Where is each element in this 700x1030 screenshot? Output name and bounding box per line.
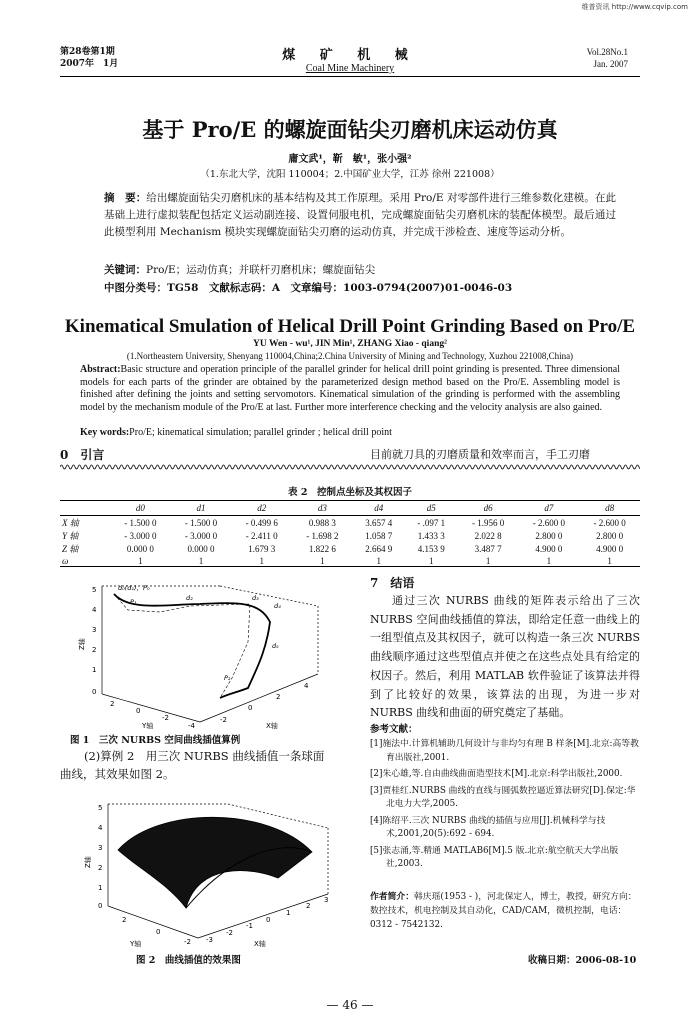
authors-en: YU Wen - wu¹, JIN Min¹, ZHANG Xiao - qiang² bbox=[253, 339, 447, 349]
table-cell: 1 bbox=[353, 555, 405, 567]
classification-line: 中图分类号：TG58 文献标志码：A 文章编号：1003-0794(2007)01-0046-03 bbox=[104, 282, 513, 294]
figure2-z-tick: 3 bbox=[98, 844, 103, 852]
intro-heading: 0 引言 bbox=[60, 448, 105, 462]
table-row bbox=[60, 542, 640, 555]
figure1-z-label: Z轴 bbox=[78, 638, 86, 650]
header-date-en: Jan. 2007 bbox=[593, 59, 628, 69]
affiliation-cn: （1.东北大学，沈阳 110004；2.中国矿业大学，江苏 徐州 221008） bbox=[200, 169, 500, 180]
table-header-cell: d2 bbox=[231, 501, 292, 516]
figure1-y-tick: 2 bbox=[110, 700, 115, 708]
figure2-z-label: Z轴 bbox=[84, 856, 92, 868]
figure2-spherical-surface bbox=[118, 817, 312, 908]
figure1-y-axis bbox=[102, 694, 200, 722]
control-point-table bbox=[60, 500, 640, 567]
figure2-z-tick: 0 bbox=[98, 902, 103, 910]
table-cell: 1.433 3 bbox=[417, 530, 445, 541]
table-row-label: ω bbox=[60, 555, 110, 567]
affiliation-en: (1.Northeastern University, Shenyang 110004,China;2.China University of Mining and Technology, Xuzhou 221008,China) bbox=[126, 351, 574, 361]
table-cell: 1 bbox=[519, 555, 580, 567]
table-cell: 0.000 0 bbox=[126, 543, 154, 554]
table-cell: - 1.956 0 bbox=[472, 517, 505, 528]
intro-text: 目前就刀具的刃磨质量和效率而言，手工刃磨 bbox=[370, 448, 590, 461]
table-cell: 1 bbox=[405, 555, 458, 567]
table-cell: 1.679 3 bbox=[248, 543, 276, 554]
keywords-cn-label: 关键词： bbox=[104, 264, 146, 276]
references-list bbox=[370, 738, 642, 875]
keywords-en-label: Key words: bbox=[80, 427, 130, 438]
table-header-cell: d0 bbox=[110, 501, 171, 516]
figure1-x-tick: 2 bbox=[276, 693, 281, 701]
figure1-y-tick: -2 bbox=[162, 714, 169, 722]
figure2-z-tick: 1 bbox=[98, 884, 103, 892]
abstract-en-text: Basic structure and operation principle of the parallel grinder for helical drill point grinding is presented. Three dimensional models for each parts of the grinder are obtained by the parameterized design method based on the Pro/E. Assembling model is finished after defining the joints and setting servomotors. Kinematical simulation of the grinding is performed with the assembling model by the mechanism module of the Pro/E at last. Further more interference checking and the velocity analysis are also gained. bbox=[80, 364, 620, 413]
table-cell: 2.800 0 bbox=[596, 530, 624, 541]
table-cell: 4.900 0 bbox=[596, 543, 624, 554]
figure1-point-label: P₁ bbox=[130, 598, 137, 606]
text-example2-line1: (2)算例 2 用三次 NURBS 曲线插值一条球面 bbox=[84, 749, 325, 763]
table-cell: - 2.411 0 bbox=[245, 530, 278, 541]
wavy-divider bbox=[60, 463, 640, 471]
reference-item: [3]贾桂红.NURBS 曲线的直线与圆弧数控逼近算法研究[D].保定:华北电力大学,2005. bbox=[370, 785, 636, 809]
author-bio bbox=[370, 890, 642, 932]
abstract-cn bbox=[104, 190, 616, 241]
figure1-caption: 图 1 三次 NURBS 空间曲线插值算例 bbox=[70, 735, 241, 746]
table-header-cell: d3 bbox=[292, 501, 353, 516]
table-caption: 表 2 控制点坐标及其权因子 bbox=[288, 487, 412, 498]
table-cell: 2.664 9 bbox=[365, 543, 393, 554]
keywords-cn-text: Pro/E；运动仿真；并联杆刃磨机床；螺旋面钻尖 bbox=[146, 264, 376, 276]
table-cell: 0.000 0 bbox=[187, 543, 215, 554]
table-row-label: X 轴 bbox=[62, 518, 79, 528]
header-vol-cn: 第28卷第1期 bbox=[60, 47, 115, 57]
table-header-cell: d4 bbox=[353, 501, 405, 516]
table-header-cell: d8 bbox=[579, 501, 640, 516]
table-cell: 1.058 7 bbox=[365, 530, 393, 541]
watermark: 维普资讯 http://www.cqvip.com bbox=[581, 3, 688, 11]
figure2-y-label: Y轴 bbox=[130, 940, 142, 948]
figure2-y-tick: 0 bbox=[156, 928, 161, 936]
figure1-point-label: P₂ bbox=[224, 674, 231, 682]
table-header-cell: d1 bbox=[171, 501, 232, 516]
figure2-caption: 图 2 曲线插值的效果图 bbox=[136, 955, 241, 966]
figure1-y-tick: -4 bbox=[188, 722, 195, 730]
table-cell: 1.822 6 bbox=[308, 543, 336, 554]
page-number: — 46 — bbox=[326, 998, 374, 1012]
received-date: 收稿日期：2006-08-10 bbox=[528, 955, 637, 966]
table-cell: - .097 1 bbox=[417, 517, 446, 528]
table-cell: - 0.499 6 bbox=[245, 517, 278, 528]
figure2-x-tick: 2 bbox=[306, 902, 311, 910]
table-cell: 1 bbox=[171, 555, 232, 567]
figure2-x-tick: 1 bbox=[286, 909, 291, 917]
table-cell: - 1.500 0 bbox=[184, 517, 218, 528]
reference-item: [4]陈绍平.三次 NURBS 曲线的插值与应用[J].机械科学与技术,2001,20(5):692 - 694. bbox=[370, 815, 606, 839]
figure1-control-polygon bbox=[114, 594, 250, 698]
figure2-surface-plot bbox=[78, 798, 348, 948]
title-en: Kinematical Smulation of Helical Drill Point Grinding Based on Pro/E bbox=[64, 316, 636, 337]
title-cn: 基于 Pro/E 的螺旋面钻尖刃磨机床运动仿真 bbox=[142, 117, 558, 142]
figure2-y-tick: 2 bbox=[122, 916, 127, 924]
table-cell: 1 bbox=[579, 555, 640, 567]
abstract-en bbox=[80, 364, 620, 414]
figure1-point-label: d₅ bbox=[272, 642, 279, 650]
table-cell: 3.657 4 bbox=[365, 517, 393, 528]
table-cell: - 2.600 0 bbox=[593, 517, 626, 528]
table-cell: 4.153 9 bbox=[417, 543, 445, 554]
header-date-cn: 2007年 1月 bbox=[60, 59, 119, 69]
figure1-x-tick: 0 bbox=[248, 704, 253, 712]
table-cell: 4.900 0 bbox=[535, 543, 563, 554]
figure1-z-tick: 2 bbox=[92, 646, 97, 654]
table-cell: 2.800 0 bbox=[535, 530, 563, 541]
figure1-x-axis bbox=[200, 674, 318, 722]
reference-item: [5]张志涌,等.精通 MATLAB6[M].5 版.北京:航空航天大学出版社,2003. bbox=[370, 845, 619, 869]
table-cell: 1 bbox=[110, 555, 171, 567]
table-cell: - 3.000 0 bbox=[124, 530, 157, 541]
figure2-x-axis bbox=[198, 894, 328, 938]
figure1-y-tick: 0 bbox=[136, 707, 141, 715]
header-rule bbox=[60, 76, 640, 77]
table-header-blank bbox=[60, 501, 110, 516]
figure1-z-tick: 4 bbox=[92, 606, 97, 614]
figure1-curve-plot bbox=[70, 582, 360, 730]
table-cell: 0.988 3 bbox=[308, 517, 336, 528]
figure1-axes bbox=[102, 586, 318, 722]
figure1-z-tick: 1 bbox=[92, 666, 97, 674]
keywords-cn bbox=[104, 262, 624, 277]
figure2-x-tick: 3 bbox=[324, 896, 329, 904]
table-cell: 3.487 7 bbox=[474, 543, 502, 554]
keywords-en bbox=[80, 427, 620, 438]
table-cell: 1 bbox=[231, 555, 292, 567]
table-header-cell: d7 bbox=[519, 501, 580, 516]
text-example2-line2: 曲线，其效果如图 2。 bbox=[60, 767, 175, 781]
table-header-cell: d5 bbox=[405, 501, 458, 516]
figure1-point-label: d₂ bbox=[186, 594, 193, 602]
figure2-x-tick: -3 bbox=[206, 936, 213, 944]
journal-name-en: Coal Mine Machinery bbox=[305, 63, 395, 74]
abstract-cn-label: 摘 要： bbox=[104, 192, 147, 204]
figure1-x-tick: 4 bbox=[304, 682, 309, 690]
figure2-z-tick: 2 bbox=[98, 864, 103, 872]
header-vol-en: Vol.28No.1 bbox=[586, 47, 628, 57]
table-cell: - 1.698 2 bbox=[306, 530, 339, 541]
table-header-cell: d6 bbox=[458, 501, 519, 516]
figure2-x-tick: 0 bbox=[266, 916, 271, 924]
figure2-x-tick: -2 bbox=[226, 929, 233, 937]
figure1-x-label: X轴 bbox=[266, 722, 278, 730]
figure2-x-tick: -1 bbox=[246, 922, 253, 930]
table-cell: - 3.000 0 bbox=[184, 530, 218, 541]
table-cell: - 2.600 0 bbox=[532, 517, 565, 528]
authors-cn: 庸文武¹，靳 敏¹，张小强² bbox=[288, 154, 412, 165]
section7-heading: 7 结语 bbox=[370, 576, 415, 590]
table-row bbox=[60, 555, 640, 567]
conclusion-text: 通过三次 NURBS 曲线的矩阵表示给出了三次 NURBS 空间曲线插值的算法，即给定任意一曲线上的一组型值点及其权因子，就可以构造一条三次 NURBS 曲线顺序通过这些型值点并使之在这些点处具有给定的权因子。然后，利用 MATLAB 软件验证了该算法并得到了比较好的效果，该算法的出现，为进一步对 NURBS 曲线和曲面的研究奠定了基础。 bbox=[370, 594, 640, 720]
keywords-en-text: Pro/E; kinematical simulation; parallel grinder ; helical drill point bbox=[129, 427, 392, 438]
figure1-point-label: d₄ bbox=[274, 602, 281, 610]
reference-item: [2]朱心雄,等.自由曲线曲面造型技术[M].北京:科学出版社,2000. bbox=[370, 769, 623, 779]
journal-name-cn: 煤 矿 机 械 bbox=[282, 48, 418, 63]
table-cell: 1 bbox=[458, 555, 519, 567]
figure1-point-label: d₃ bbox=[252, 594, 259, 602]
abstract-en-label: Abstract: bbox=[80, 364, 121, 375]
figure1-nurbs-curve bbox=[114, 594, 270, 698]
figure2-z-tick: 5 bbox=[98, 804, 103, 812]
figure1-y-label: Y轴 bbox=[142, 722, 154, 730]
figure1-z-tick: 5 bbox=[92, 586, 97, 594]
table-cell: - 1.500 0 bbox=[124, 517, 157, 528]
table-body bbox=[60, 516, 640, 567]
table-row-label: Y 轴 bbox=[62, 531, 79, 541]
table-header-row bbox=[60, 501, 640, 516]
table-cell: 1 bbox=[292, 555, 353, 567]
figure1-z-tick: 3 bbox=[92, 626, 97, 634]
table-row-label: Z 轴 bbox=[62, 544, 79, 554]
figure1-z-tick: 0 bbox=[92, 688, 97, 696]
author-bio-label: 作者简介： bbox=[370, 892, 414, 902]
figure1-point-label: d₀(d₁)，P₀ bbox=[118, 584, 150, 592]
table-cell: 2.022 8 bbox=[474, 530, 502, 541]
references-heading: 参考文献： bbox=[370, 724, 418, 735]
figure2-z-tick: 4 bbox=[98, 824, 103, 832]
author-bio-text: 韩庆瑶(1953 - )，河北保定人，博士，教授，研究方向：数控技术，机电控制及其自动化，CAD/CAM，微机控制，电话：0312 - 7542132. bbox=[370, 892, 637, 930]
reference-item: [1]施法中.计算机辅助几何设计与非均匀有理 B 样条[M].北京:高等教育出版社,2001. bbox=[370, 739, 639, 763]
table-row bbox=[60, 529, 640, 542]
figure2-y-tick: -2 bbox=[184, 938, 191, 946]
abstract-cn-text: 给出螺旋面钻尖刃磨机床的基本结构及其工作原理。采用 Pro/E 对零部件进行三维参数化建模。在此基础上进行虚拟装配包括定义运动副连接、设置伺服电机，完成螺旋面钻尖刃磨机床的装配体模型。最后通过此模型利用 Mechanism 模块实现螺旋面钻尖刃磨的运动仿真，并完成干涉检查、速度等运动分析。 bbox=[104, 192, 616, 238]
header-volume-en bbox=[587, 46, 628, 70]
table-row bbox=[60, 516, 640, 530]
figure2-x-label: X轴 bbox=[254, 940, 266, 948]
figure1-x-tick: -2 bbox=[220, 716, 227, 724]
